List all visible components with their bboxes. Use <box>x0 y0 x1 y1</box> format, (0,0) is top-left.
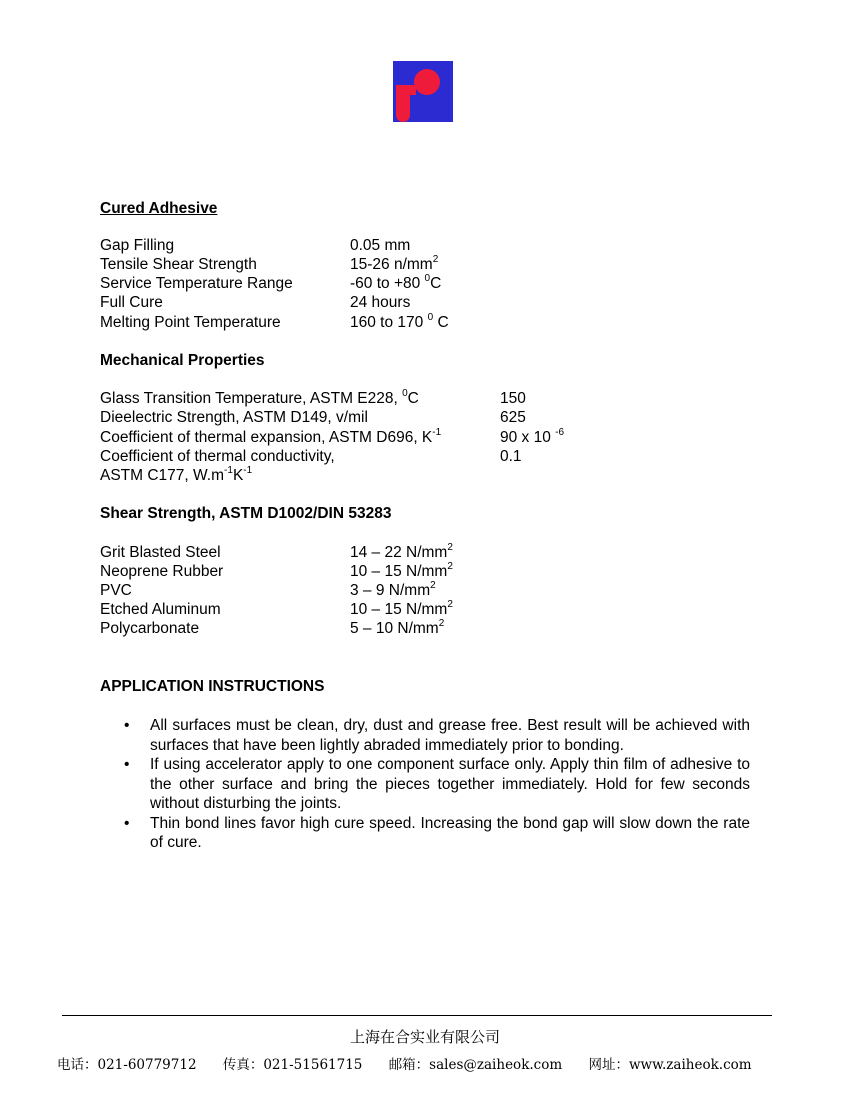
list-item: • Thin bond lines favor high cure speed. Increasing the bond gap will slow down the rate of cure. <box>124 814 750 851</box>
fax: 传真：021-51561715 <box>222 1057 363 1073</box>
company-name: 上海在合实业有限公司 <box>349 1028 500 1046</box>
spec-value: 0.05 mm <box>350 237 411 254</box>
website-link[interactable]: 网址：www.zaiheok.com <box>588 1057 752 1073</box>
shear-strength-heading: Shear Strength, ASTM D1002/DIN 53283 <box>100 505 392 522</box>
spec-value: 150 <box>500 390 526 407</box>
list-item: • All surfaces must be clean, dry, dust and grease free. Best result will be achieved with surfaces that have been lightly abraded immediately prior to bonding. <box>124 717 750 754</box>
spec-value: 160 to 170 $^0$ C <box>350 311 449 331</box>
spec-value: 10 – 15 $N/mm^2$ <box>350 560 453 580</box>
spec-value: -60 to +80 $^0$C <box>350 272 442 292</box>
spec-value: 24 hours <box>350 294 411 311</box>
spec-value: 90 x 10 $^{-6}$ <box>500 426 565 446</box>
spec-label: ASTM C177, $W.m^{-1}K^{-1}$ <box>100 464 253 484</box>
mechanical-properties-heading: Mechanical Properties <box>100 352 265 369</box>
spec-label: Coefficient of thermal conductivity, <box>100 448 335 465</box>
instructions-list <box>124 716 750 853</box>
spec-label: Dieelectric Strength, ASTM D149, v/mil <box>100 409 368 426</box>
spec-label: Coefficient of thermal expansion, ASTM D696, $K^{-1}$ <box>100 426 442 446</box>
spec-value: 10 – 15 $N/mm^2$ <box>350 598 453 618</box>
email-link[interactable]: 邮箱：sales@zaiheok.com <box>388 1057 563 1073</box>
spec-label: Tensile Shear Strength <box>100 256 257 273</box>
phone: 电话：021-60779712 <box>57 1057 197 1073</box>
footer-divider <box>62 1015 772 1016</box>
company-logo <box>393 61 453 122</box>
spec-label: Glass Transition Temperature, ASTM E228, $^0$C <box>100 387 419 407</box>
bullet: • <box>124 756 130 773</box>
spec-label: Polycarbonate <box>100 620 200 637</box>
spec-label: Gap Filling <box>100 237 175 254</box>
spec-label: Full Cure <box>100 294 163 311</box>
spec-value: 3 – 9 $N/mm^2$ <box>350 579 436 599</box>
spec-value: 0.1 <box>500 448 522 465</box>
bullet: • <box>124 814 130 832</box>
spec-label: Grit Blasted Steel <box>100 544 221 561</box>
spec-label: Melting Point Temperature <box>100 314 281 331</box>
spec-value: 5 – 10 $N/mm^2$ <box>350 617 445 637</box>
spec-label: Service Temperature Range <box>100 275 293 292</box>
cured-adhesive-heading: Cured Adhesive <box>100 200 218 217</box>
spec-value: 625 <box>500 409 526 426</box>
spec-value: 14 – 22 $N/mm^2$ <box>350 541 453 561</box>
spec-value: 15-26 $n/mm^2$ <box>350 253 439 273</box>
list-item: • If using accelerator apply to one component surface only. Apply thin film of adhesive to the other surface and bring the pieces together immediately. Hold for few seconds without disturbing the joints. <box>124 756 750 812</box>
spec-label: Neoprene Rubber <box>100 563 224 580</box>
spec-label: Etched Aluminum <box>100 601 221 618</box>
application-instructions-heading: APPLICATION INSTRUCTIONS <box>100 678 325 695</box>
bullet: • <box>124 717 130 734</box>
spec-label: PVC <box>100 582 132 599</box>
contact-info <box>57 1053 752 1073</box>
